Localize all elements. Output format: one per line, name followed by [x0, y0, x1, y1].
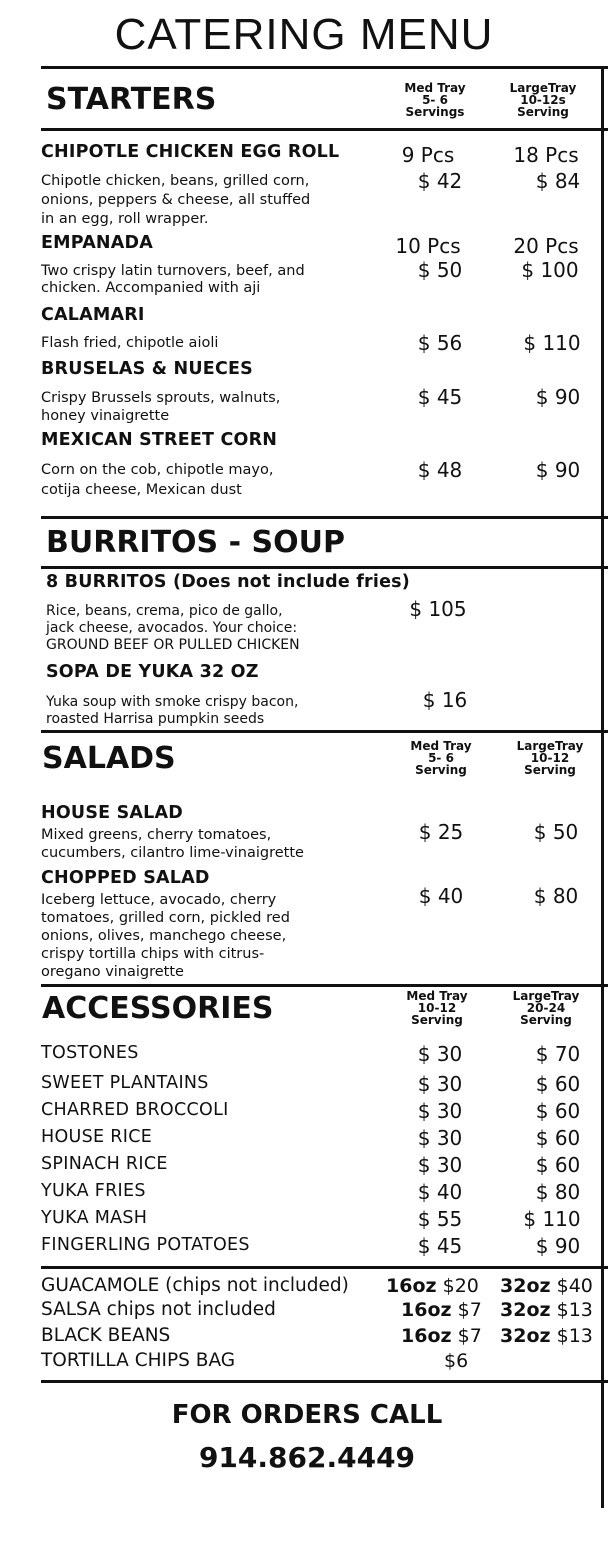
list-item: YUKA FRIES: [41, 1181, 146, 1201]
item-price: [500, 1275, 593, 1297]
price-value: $20: [442, 1275, 479, 1297]
right-border: [601, 66, 604, 1508]
item-name: MEXICAN STREET CORN: [41, 430, 278, 450]
item-desc: [41, 172, 351, 229]
item-price: [401, 1325, 482, 1347]
col-label: LargeTray: [509, 81, 577, 95]
desc-line: oregano vinaigrette: [41, 964, 184, 980]
item-price: [386, 1275, 479, 1297]
item-qty: 9 Pcs: [401, 143, 455, 167]
item-qty: 18 Pcs: [513, 143, 579, 167]
item-price: $ 40: [418, 884, 464, 908]
salads-col-large: [495, 740, 605, 776]
item-price: $ 84: [535, 169, 581, 193]
col-label: Med Tray: [404, 81, 466, 95]
item-qty: 20 Pcs: [513, 234, 579, 258]
col-label: 10-12s: [520, 93, 566, 107]
list-item: HOUSE RICE: [41, 1127, 153, 1147]
item-price: $ 56: [417, 331, 463, 355]
col-label: 5- 6: [422, 93, 448, 107]
item-name: CHIPOTLE CHICKEN EGG ROLL: [41, 142, 340, 162]
item-price: $ 25: [418, 820, 464, 844]
col-label: 5- 6: [428, 751, 454, 765]
item-name: 8 BURRITOS (Does not include fries): [46, 572, 410, 592]
item-price: $ 50: [533, 820, 579, 844]
list-item: BLACK BEANS: [41, 1325, 171, 1346]
item-price: $ 70: [535, 1042, 581, 1066]
desc-line: Flash fried, chipotle aioli: [41, 335, 219, 351]
item-price: $ 30: [417, 1042, 463, 1066]
col-label: Serving: [517, 105, 569, 119]
desc-line: tomatoes, grilled corn, pickled red: [41, 910, 290, 926]
item-desc: [41, 826, 351, 862]
item-price: $ 42: [417, 169, 463, 193]
salads-heading: SALADS: [42, 741, 176, 776]
divider: [41, 984, 608, 987]
desc-line: Yuka soup with smoke crispy bacon,: [46, 694, 299, 710]
item-price: $ 60: [535, 1153, 581, 1177]
starters-col-med: [380, 82, 490, 118]
item-price: [500, 1299, 593, 1321]
col-label: 10-12: [417, 1001, 457, 1015]
list-item: FINGERLING POTATOES: [41, 1235, 250, 1255]
item-desc: [41, 460, 351, 500]
item-name: BRUSELAS & NUECES: [41, 359, 253, 379]
desc-line: onions, peppers & cheese, all stuffed: [41, 192, 311, 208]
item-price: $ 45: [417, 385, 463, 409]
item-price: $ 90: [535, 458, 581, 482]
item-price: $ 60: [535, 1072, 581, 1096]
item-desc: [41, 389, 351, 425]
item-price: $ 100: [521, 258, 579, 282]
col-label: Serving: [411, 1013, 463, 1027]
item-price: $ 80: [533, 884, 579, 908]
desc-line: honey vinaigrette: [41, 408, 170, 424]
desc-line: chicken. Accompanied with aji: [41, 280, 261, 296]
item-price: $ 110: [523, 1207, 581, 1231]
item-price: $ 48: [417, 458, 463, 482]
list-item: SWEET PLANTAINS: [41, 1073, 209, 1093]
size-label: 16oz: [401, 1299, 452, 1321]
size-label: 32oz: [500, 1325, 551, 1347]
desc-line: crispy tortilla chips with citrus-: [41, 946, 265, 962]
desc-line: Mixed greens, cherry tomatoes,: [41, 827, 272, 843]
item-price: $ 90: [535, 385, 581, 409]
size-label: 16oz: [401, 1325, 452, 1347]
desc-line: in an egg, roll wrapper.: [41, 211, 209, 227]
item-price: $ 90: [535, 1234, 581, 1258]
price-value: $13: [556, 1325, 593, 1347]
col-label: Med Tray: [406, 989, 468, 1003]
desc-line: roasted Harrisa pumpkin seeds: [46, 711, 265, 727]
item-price: $ 80: [535, 1180, 581, 1204]
list-item: GUACAMOLE (chips not included): [41, 1275, 349, 1296]
accessories-heading: ACCESSORIES: [42, 991, 274, 1026]
divider: [41, 128, 608, 131]
phone-number[interactable]: 914.862.4449: [198, 1441, 416, 1474]
col-label: Servings: [405, 105, 465, 119]
item-price: $ 110: [523, 331, 581, 355]
size-label: 32oz: [500, 1275, 551, 1297]
divider: [41, 1380, 608, 1383]
desc-line: jack cheese, avocados. Your choice:: [46, 620, 298, 636]
desc-line: Iceberg lettuce, avocado, cherry: [41, 892, 277, 908]
col-label: Serving: [524, 763, 576, 777]
price-value: $13: [556, 1299, 593, 1321]
size-label: 32oz: [500, 1299, 551, 1321]
list-item: TORTILLA CHIPS BAG: [41, 1350, 236, 1371]
col-label: Serving: [520, 1013, 572, 1027]
item-desc: [41, 263, 351, 297]
item-name: EMPANADA: [41, 233, 153, 253]
item-desc: [46, 694, 376, 728]
divider: [41, 1266, 608, 1269]
page-title: CATERING MENU: [114, 10, 494, 59]
col-label: Med Tray: [410, 739, 472, 753]
burritos-heading: BURRITOS - SOUP: [46, 525, 345, 560]
item-qty: 10 Pcs: [395, 234, 461, 258]
col-label: 20-24: [526, 1001, 566, 1015]
price-value: $7: [457, 1299, 482, 1321]
item-price: $ 40: [417, 1180, 463, 1204]
desc-line: onions, olives, manchego cheese,: [41, 928, 287, 944]
divider: [41, 66, 608, 69]
list-item: YUKA MASH: [41, 1208, 148, 1228]
starters-heading: STARTERS: [46, 82, 217, 117]
item-price: $ 50: [417, 258, 463, 282]
price-value: $7: [457, 1325, 482, 1347]
item-name: CALAMARI: [41, 305, 145, 325]
accessories-col-large: [491, 990, 601, 1026]
item-name: HOUSE SALAD: [41, 803, 183, 823]
item-price: $ 30: [417, 1099, 463, 1123]
desc-line: cotija cheese, Mexican dust: [41, 482, 242, 498]
list-item: TOSTONES: [41, 1043, 139, 1063]
item-desc: [41, 334, 351, 353]
divider: [41, 566, 608, 569]
item-price: $ 45: [417, 1234, 463, 1258]
desc-line: Two crispy latin turnovers, beef, and: [41, 263, 305, 279]
starters-col-large: [488, 82, 598, 118]
divider: [41, 516, 608, 519]
order-call-label: FOR ORDERS CALL: [171, 1400, 443, 1430]
desc-line: GROUND BEEF OR PULLED CHICKEN: [46, 637, 300, 653]
item-desc: [46, 603, 376, 654]
item-desc: [41, 891, 351, 981]
desc-line: cucumbers, cilantro lime-vinaigrette: [41, 845, 304, 861]
desc-line: Crispy Brussels sprouts, walnuts,: [41, 390, 281, 406]
list-item: CHARRED BROCCOLI: [41, 1100, 229, 1120]
item-price: $ 16: [422, 688, 468, 712]
col-label: Serving: [415, 763, 467, 777]
item-price: $ 30: [417, 1153, 463, 1177]
col-label: LargeTray: [516, 739, 584, 753]
item-name: SOPA DE YUKA 32 OZ: [46, 662, 259, 682]
item-price: $ 60: [535, 1099, 581, 1123]
item-price: $ 30: [417, 1126, 463, 1150]
item-price: [500, 1325, 593, 1347]
divider: [41, 730, 608, 733]
item-price: $6: [444, 1350, 469, 1372]
desc-line: Corn on the cob, chipotle mayo,: [41, 462, 274, 478]
item-price: $ 30: [417, 1072, 463, 1096]
salads-col-med: [386, 740, 496, 776]
list-item: SPINACH RICE: [41, 1154, 168, 1174]
accessories-col-med: [382, 990, 492, 1026]
item-price: [401, 1299, 482, 1321]
list-item: SALSA chips not included: [41, 1299, 276, 1320]
desc-line: Rice, beans, crema, pico de gallo,: [46, 603, 283, 619]
item-price: $ 105: [409, 597, 467, 621]
item-price: $ 60: [535, 1126, 581, 1150]
size-label: 16oz: [386, 1275, 437, 1297]
desc-line: Chipotle chicken, beans, grilled corn,: [41, 173, 310, 189]
item-price: $ 55: [417, 1207, 463, 1231]
item-name: CHOPPED SALAD: [41, 868, 210, 888]
col-label: 10-12: [530, 751, 570, 765]
col-label: LargeTray: [512, 989, 580, 1003]
price-value: $40: [556, 1275, 593, 1297]
